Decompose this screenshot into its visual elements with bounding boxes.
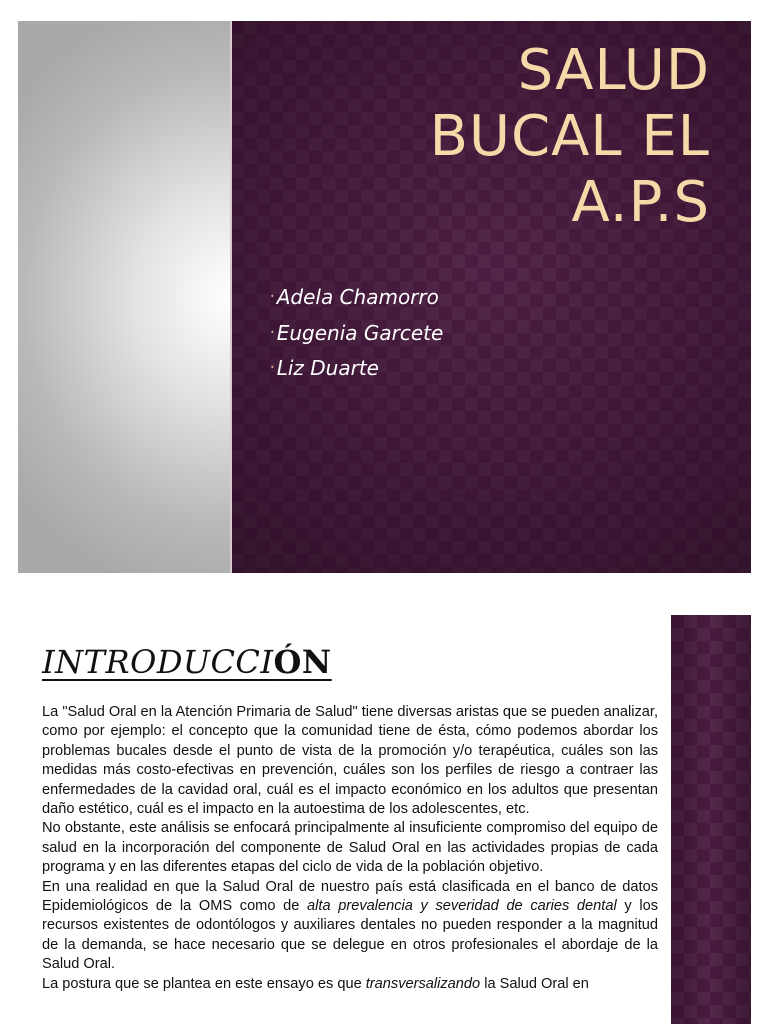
bullet-icon: • bbox=[270, 327, 275, 337]
paragraph: No obstante, este análisis se enfocará principalmente al insuficiente compromiso del equipo de salud en la incorporación del componente de Salud Oral en las actividades propias de cada programa y en las diferentes etapas del ciclo de vida de la población objetivo. bbox=[42, 820, 658, 876]
author-name: Eugenia Garcete bbox=[276, 320, 444, 345]
title-line: SALUD bbox=[517, 38, 710, 103]
paragraph-text: la Salud Oral en bbox=[480, 975, 589, 992]
author-item bbox=[270, 353, 443, 389]
panel-divider bbox=[230, 21, 232, 573]
paragraph-emphasis: transversalizando bbox=[365, 975, 481, 992]
paragraph-text: La postura que se plantea en este ensayo es que bbox=[42, 975, 366, 992]
author-item bbox=[270, 318, 443, 354]
paragraph bbox=[42, 878, 658, 975]
heading-main: INTRODUCCI bbox=[42, 643, 274, 681]
paragraph-text: En una realidad en que la Salud Oral de nuestro país está clasificada en el banco de datos Epidemiológicos de la OMS como de bbox=[42, 878, 658, 915]
bullet-icon: • bbox=[270, 292, 275, 301]
title-line: A.P.S bbox=[571, 170, 710, 236]
slide-title bbox=[430, 38, 710, 236]
body-text bbox=[42, 703, 658, 994]
section-heading bbox=[42, 643, 332, 681]
author-name: Adela Chamorro bbox=[276, 285, 439, 309]
heading-tail: ÓN bbox=[273, 643, 332, 681]
paragraph-text: y los recursos existentes de odontólogos y auxiliares dentales no pueden responder a la magnitud de la demanda, se hace necesario que se delegue en otros profesionales el abordaje de la Salud Oral. bbox=[42, 898, 658, 973]
purple-side-strip bbox=[671, 615, 751, 1024]
title-line: BUCAL EL bbox=[429, 104, 710, 170]
author-list bbox=[270, 282, 443, 389]
gray-gradient-panel bbox=[18, 21, 231, 573]
paragraph bbox=[42, 975, 658, 994]
author-name: Liz Duarte bbox=[276, 356, 379, 380]
author-item bbox=[270, 282, 443, 318]
bullet-icon: • bbox=[270, 363, 275, 372]
paragraph: La "Salud Oral en la Atención Primaria de Salud" tiene diversas aristas que se pueden analizar, como por ejemplo: el concepto que la comunidad tiene de ésta, cómo podemos abordar los problemas bucales desde el punto de vista de la promoción y/o terapéutica, cuáles son las medidas más costo-efectivas en prevención, cuáles son los perfiles de riesgo a contraer las enfermedades de la cavidad oral, cuál es el impacto económico en los adultos que presentan daño estético, cuál es el impacto en la autoestima de los adolescentes, etc. bbox=[42, 704, 658, 818]
paragraph-emphasis: alta prevalencia y severidad de caries dental bbox=[307, 898, 617, 915]
